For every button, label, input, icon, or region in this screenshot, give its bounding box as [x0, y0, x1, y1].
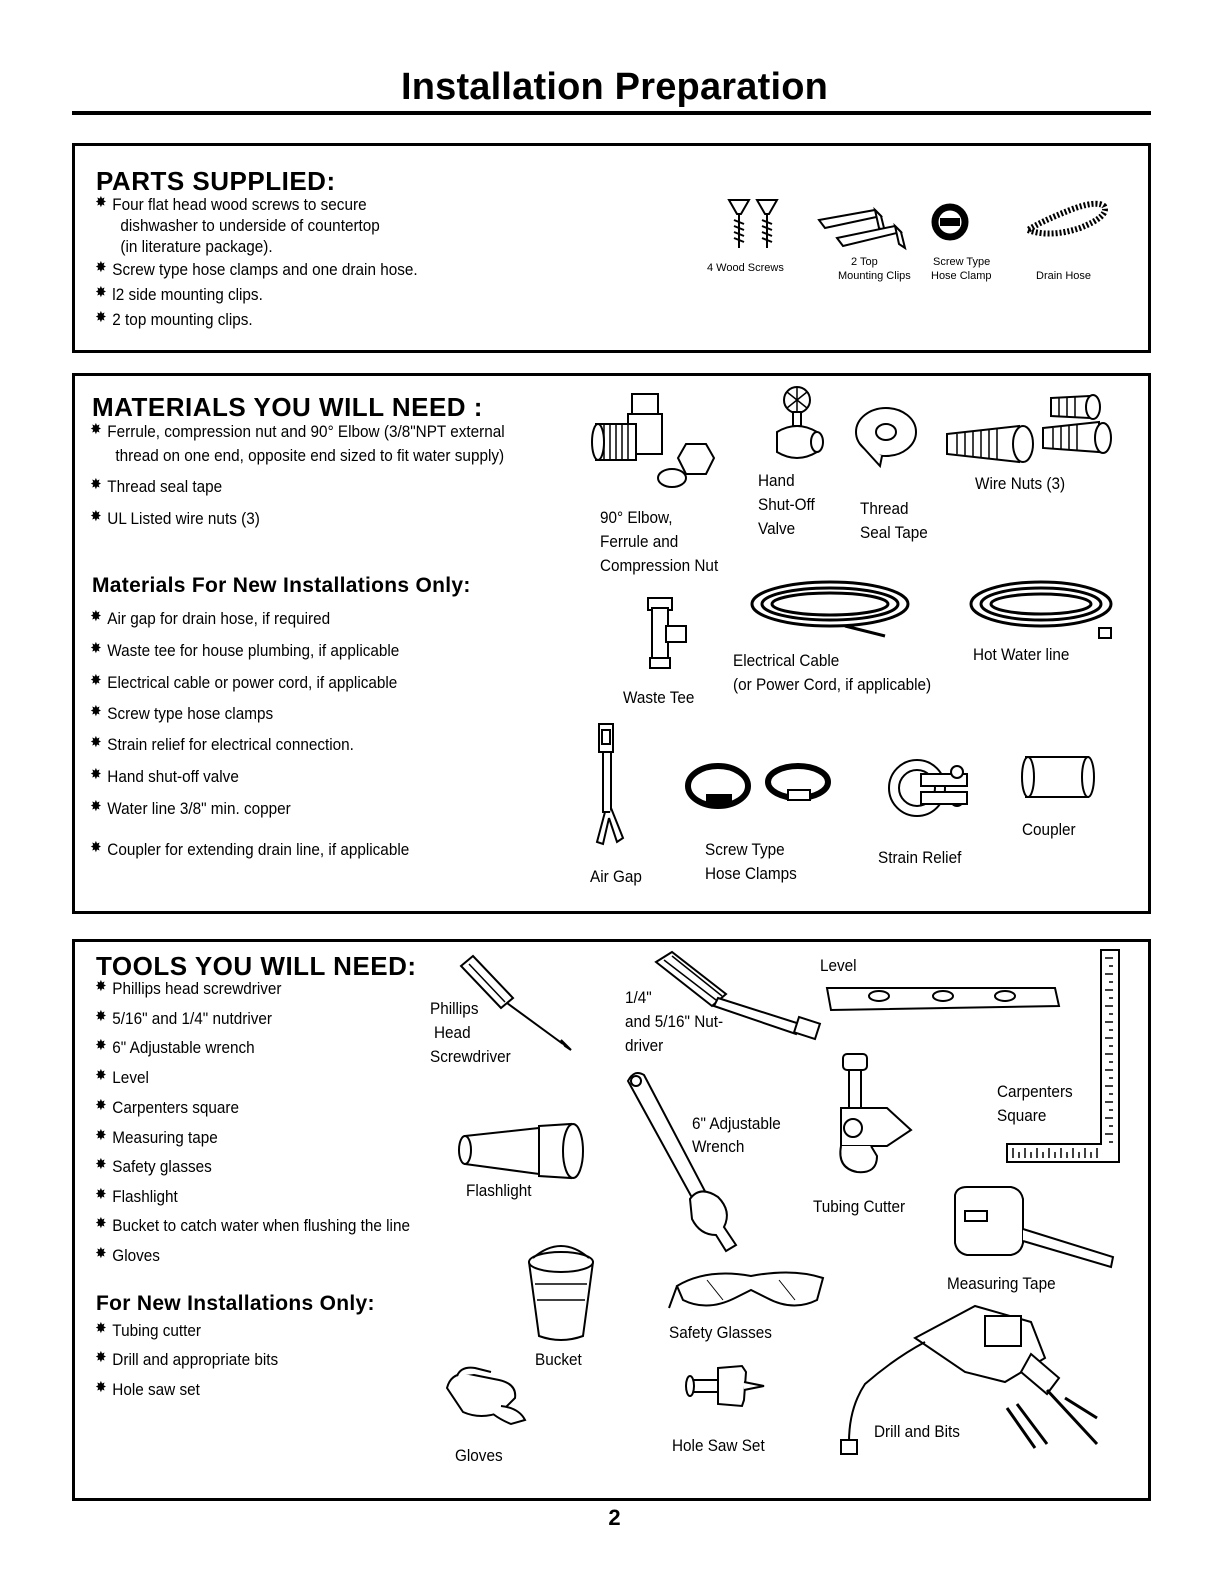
materials-item: ✸Thread seal tape	[92, 475, 222, 499]
wrench-caption-2: Wrench	[692, 1137, 745, 1156]
square-caption-2: Square	[997, 1106, 1047, 1125]
bullet-icon	[97, 1219, 107, 1230]
materials-heading: MATERIALS YOU WILL NEED :	[92, 392, 483, 422]
parts-item: ✸Four flat head wood screws to secure	[97, 193, 367, 217]
hole-saw-illustration	[682, 1358, 772, 1418]
hot-water-caption: Hot Water line	[973, 645, 1070, 664]
page-number: 2	[608, 1505, 621, 1530]
top-clips-illustration	[815, 206, 915, 256]
gloves-illustration	[441, 1362, 531, 1426]
hose-clamp-illustration	[930, 202, 970, 242]
page-title: Installation Preparation	[400, 66, 829, 108]
bullet-icon	[97, 263, 107, 274]
bucket-caption: Bucket	[535, 1350, 582, 1369]
bullet-icon	[97, 1041, 107, 1052]
gloves-caption: Gloves	[455, 1446, 503, 1465]
bullet-icon	[97, 1190, 107, 1201]
parts-item-cont: dishwasher to underside of countertop	[120, 216, 380, 235]
materials-new-item: ✸Hand shut-off valve	[92, 765, 239, 789]
bullet-icon	[97, 1249, 107, 1260]
bullet-icon	[97, 1012, 107, 1023]
materials-new-item: ✸Electrical cable or power cord, if applicable	[92, 671, 397, 695]
bullet-icon	[97, 982, 107, 993]
tape-caption-1: Thread	[860, 499, 909, 518]
tools-item: ✸Carpenters square	[97, 1096, 239, 1120]
nutdriver-caption-3: driver	[625, 1036, 664, 1055]
carpenters-square-illustration	[1005, 948, 1125, 1168]
materials-new-item: ✸Waste tee for house plumbing, if applicable	[92, 639, 399, 663]
title-rule	[72, 111, 1151, 115]
level-caption: Level	[820, 956, 857, 975]
wire-nuts-caption: Wire Nuts (3)	[975, 474, 1066, 493]
phillips-caption-3: Screwdriver	[430, 1047, 511, 1066]
valve-caption-2: Shut-Off	[758, 495, 815, 514]
shut-off-valve-illustration	[763, 384, 833, 469]
tools-item: ✸5/16" and 1/4" nutdriver	[97, 1007, 272, 1031]
materials-section	[72, 373, 1151, 914]
bullet-icon	[92, 425, 102, 436]
elbow-caption-1: 90° Elbow,	[600, 508, 673, 527]
tape-caption-2: Seal Tape	[860, 523, 928, 542]
materials-new-item: ✸Screw type hose clamps	[92, 702, 273, 726]
bullet-icon	[97, 1160, 107, 1171]
parts-item: ✸2 top mounting clips.	[97, 308, 253, 332]
materials-new-item: ✸Water line 3/8" min. copper	[92, 797, 291, 821]
materials-item-cont: thread on one end, opposite end sized to fit water supply)	[115, 446, 505, 465]
flashlight-caption: Flashlight	[466, 1181, 532, 1200]
bullet-icon	[97, 1383, 107, 1394]
strain-relief-illustration	[881, 748, 981, 828]
drain-hose-caption: Drain Hose	[1036, 270, 1092, 282]
bullet-icon	[97, 313, 107, 324]
bullet-icon	[97, 1101, 107, 1112]
bullet-icon	[92, 480, 102, 491]
tools-item: ✸6" Adjustable wrench	[97, 1036, 255, 1060]
wood-screws-illustration	[723, 196, 783, 266]
tubing-cutter-caption: Tubing Cutter	[813, 1197, 906, 1216]
parts-item: ✸Screw type hose clamps and one drain hose.	[97, 258, 418, 282]
bullet-icon	[92, 802, 102, 813]
bullet-icon	[92, 676, 102, 687]
parts-heading: PARTS SUPPLIED:	[96, 166, 336, 196]
electrical-cable-illustration	[745, 576, 915, 646]
elbow-ferrule-nut-illustration	[590, 388, 720, 498]
hose-clamp-caption-1: Screw Type	[933, 256, 991, 268]
materials-new-item: ✸Air gap for drain hose, if required	[92, 607, 330, 631]
valve-caption-3: Valve	[758, 519, 796, 538]
bullet-icon	[97, 1324, 107, 1335]
elbow-caption-2: Ferrule and	[600, 532, 679, 551]
coupler-caption: Coupler	[1022, 820, 1076, 839]
materials-new-item: ✸Coupler for extending drain line, if applicable	[92, 838, 409, 862]
tools-heading: TOOLS YOU WILL NEED:	[96, 951, 417, 981]
materials-item: ✸UL Listed wire nuts (3)	[92, 507, 260, 531]
tools-item: ✸Safety glasses	[97, 1155, 212, 1179]
bullet-icon	[97, 1353, 107, 1364]
tools-section	[72, 939, 1151, 1501]
safety-glasses-caption: Safety Glasses	[669, 1323, 772, 1342]
thread-seal-tape-illustration	[850, 404, 920, 474]
bullet-icon	[92, 738, 102, 749]
parts-item: ✸l2 side mounting clips.	[97, 283, 263, 307]
tools-new-heading: For New Installations Only:	[96, 1292, 375, 1315]
elbow-caption-3: Compression Nut	[600, 556, 719, 575]
hot-water-line-illustration	[965, 576, 1125, 646]
bullet-icon	[92, 512, 102, 523]
coupler-illustration	[1018, 751, 1098, 803]
flashlight-illustration	[455, 1122, 590, 1182]
cable-caption-1: Electrical Cable	[733, 651, 840, 670]
clamps-caption-1: Screw Type	[705, 840, 785, 859]
parts-item-cont: (in literature package).	[120, 237, 273, 256]
drill-caption: Drill and Bits	[874, 1422, 960, 1441]
bucket-illustration	[523, 1240, 603, 1350]
tools-item: ✸Flashlight	[97, 1185, 178, 1209]
hose-clamp-caption-2: Hose Clamp	[931, 270, 992, 282]
materials-new-item: ✸Strain relief for electrical connection.	[92, 733, 354, 757]
bullet-icon	[92, 707, 102, 718]
top-clips-caption-2: Mounting Clips	[838, 270, 911, 282]
waste-tee-caption: Waste Tee	[623, 688, 695, 707]
bullet-icon	[92, 644, 102, 655]
bullet-icon	[92, 770, 102, 781]
bullet-icon	[97, 288, 107, 299]
air-gap-caption: Air Gap	[590, 867, 642, 886]
tools-item: ✸Measuring tape	[97, 1126, 218, 1150]
wood-screws-caption: 4 Wood Screws	[707, 262, 784, 274]
bullet-icon	[92, 612, 102, 623]
wrench-caption-1: 6" Adjustable	[692, 1114, 781, 1133]
materials-item: ✸Ferrule, compression nut and 90° Elbow (3/8"NPT external	[92, 420, 505, 444]
square-caption-1: Carpenters	[997, 1082, 1073, 1101]
safety-glasses-illustration	[667, 1264, 837, 1324]
measuring-tape-caption: Measuring Tape	[947, 1274, 1056, 1293]
bullet-icon	[97, 1071, 107, 1082]
nutdriver-caption-1: 1/4"	[625, 988, 652, 1007]
tools-new-item: ✸Drill and appropriate bits	[97, 1348, 278, 1372]
tools-new-item: ✸Tubing cutter	[97, 1319, 201, 1343]
tools-item: ✸Level	[97, 1066, 149, 1090]
tools-item: ✸Phillips head screwdriver	[97, 977, 282, 1001]
tools-item: ✸Bucket to catch water when flushing the line	[97, 1214, 410, 1238]
clamps-caption-2: Hose Clamps	[705, 864, 797, 883]
cable-caption-2: (or Power Cord, if applicable)	[733, 675, 932, 694]
phillips-caption-2: Head	[434, 1023, 471, 1042]
wire-nuts-illustration	[943, 394, 1123, 474]
bullet-icon	[97, 1131, 107, 1142]
top-clips-caption-1: 2 Top	[851, 256, 878, 268]
hole-saw-caption: Hole Saw Set	[672, 1436, 765, 1455]
screw-type-hose-clamps-illustration	[680, 758, 840, 818]
bullet-icon	[92, 843, 102, 854]
adjustable-wrench-illustration	[620, 1067, 740, 1257]
tubing-cutter-illustration	[827, 1050, 922, 1190]
air-gap-illustration	[593, 722, 643, 852]
drain-hose-illustration	[1020, 198, 1120, 248]
waste-tee-illustration	[640, 594, 700, 674]
phillips-caption-1: Phillips	[430, 999, 479, 1018]
bullet-icon	[97, 198, 107, 209]
parts-supplied-section	[72, 143, 1151, 353]
measuring-tape-illustration	[951, 1185, 1121, 1285]
nutdriver-caption-2: and 5/16" Nut-	[625, 1012, 724, 1031]
strain-relief-caption: Strain Relief	[878, 848, 962, 867]
tools-item: ✸Gloves	[97, 1244, 160, 1268]
valve-caption-1: Hand	[758, 471, 795, 490]
tools-new-item: ✸Hole saw set	[97, 1378, 200, 1402]
materials-new-heading: Materials For New Installations Only:	[92, 574, 471, 597]
